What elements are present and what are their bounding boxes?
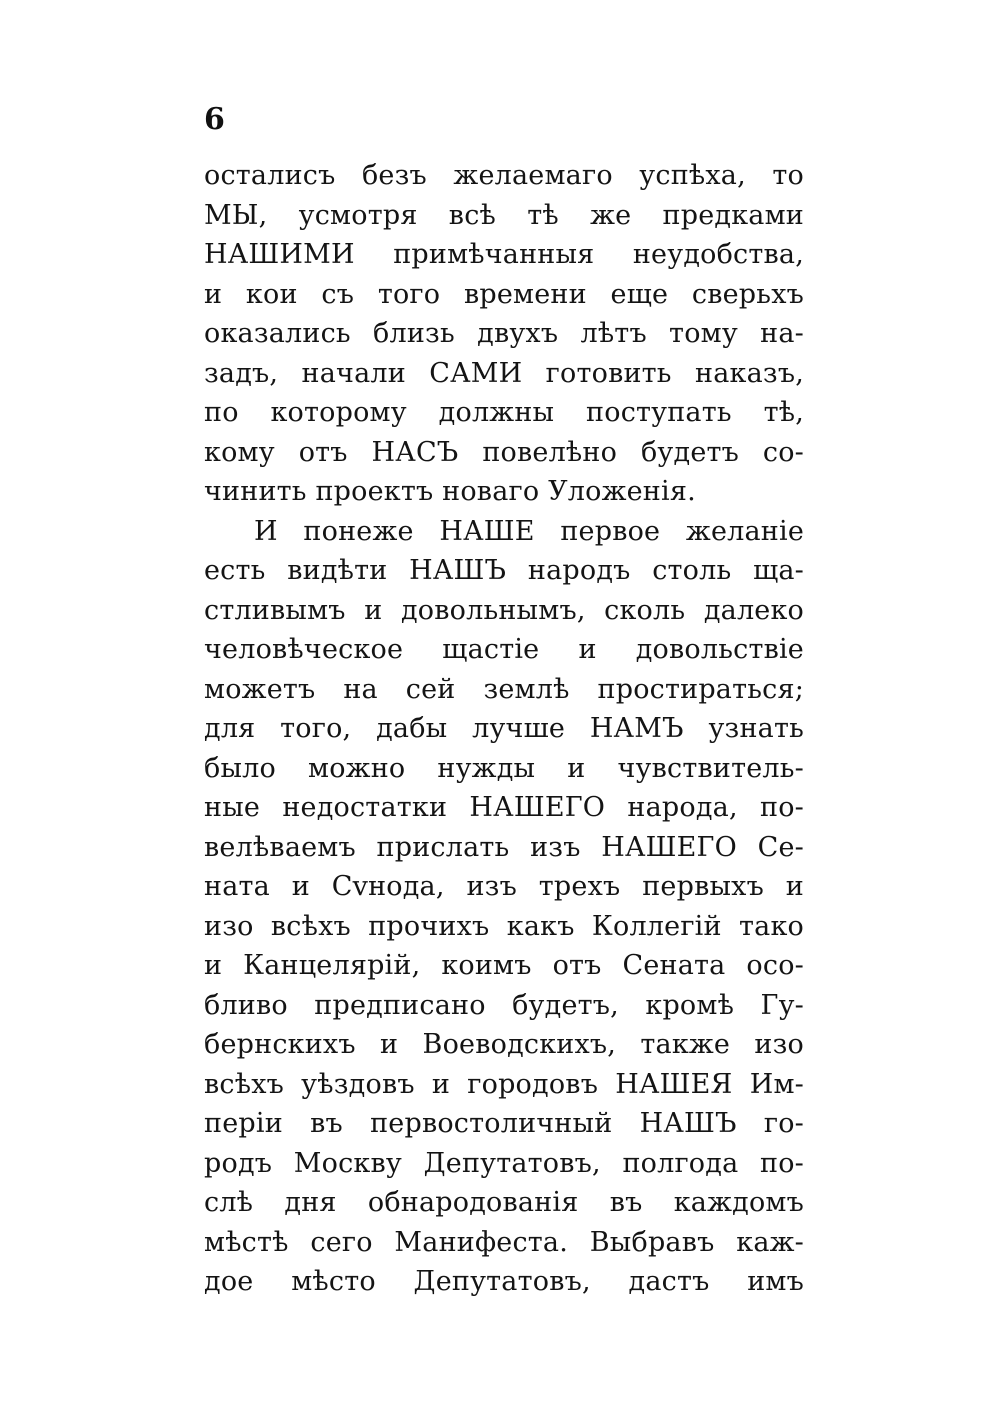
text-line: НАШИМИ примѣчанныя неудобства, (204, 239, 804, 270)
text-line: бернскихъ и Воеводскихъ, также изо (204, 1029, 804, 1060)
text-line: родъ Москву Депутатовъ, полгода по- (204, 1147, 804, 1179)
text-line: слѣ дня обнародованія въ каждомъ (204, 1187, 804, 1218)
text-line: было можно нужды и чувствитель- (204, 752, 804, 784)
text-line: ната и Сvнода, изъ трехъ первыхъ и (204, 871, 804, 902)
text-line: ные недостатки НАШЕГО народа, по- (204, 792, 804, 823)
text-line: чинить проектъ новаго Уложенія. (204, 476, 696, 507)
text-line: И понеже НАШЕ первое желаніе (254, 515, 804, 547)
page-number: 6 (204, 102, 225, 137)
text-line: изо всѣхъ прочихъ какъ Коллегій тако (204, 910, 804, 942)
text-line: осталисъ безъ желаемаго успѣха, то (204, 160, 804, 191)
paragraph-2 (204, 512, 804, 1302)
text-line: МЫ, усмотря всѣ тѣ же предками (204, 199, 804, 231)
text-line: бливо предписано будетъ, кромѣ Гу- (204, 989, 804, 1021)
text-line: оказались близь двухъ лѣтъ тому на- (204, 318, 804, 349)
text-line: можетъ на сей землѣ простираться; (204, 673, 804, 705)
text-line: кому отъ НАСЪ повелѣно будетъ со- (204, 436, 804, 468)
text-line: и кои съ того времени еще сверьхъ (204, 278, 804, 310)
text-line: для того, дабы лучше НАМЪ узнать (204, 713, 804, 744)
text-line: мѣстѣ сего Манифеста. Выбравъ каж- (204, 1226, 804, 1258)
text-line: всѣхъ уѣздовъ и городовъ НАШЕЯ Им- (204, 1068, 804, 1100)
text-line: велѣваемъ прислать изъ НАШЕГО Се- (204, 831, 804, 863)
text-line: есть видѣти НАШЪ народъ столь ща- (204, 555, 804, 586)
text-line: и Канцелярій, коимъ отъ Сената осо- (204, 950, 804, 981)
text-line: человѣческое щастіе и довольствіе (204, 634, 804, 665)
text-line: стливымъ и довольнымъ, сколь далеко (204, 594, 804, 626)
text-line: періи въ первостоличный НАШЪ го- (204, 1108, 804, 1139)
text-line: задъ, начали САМИ готовить наказъ, (204, 357, 804, 389)
body-text (204, 156, 804, 1302)
text-line: по которому должны поступать тѣ, (204, 397, 804, 428)
text-line: дое мѣсто Депутатовъ, дастъ имъ (204, 1266, 804, 1297)
paragraph-1 (204, 156, 804, 512)
